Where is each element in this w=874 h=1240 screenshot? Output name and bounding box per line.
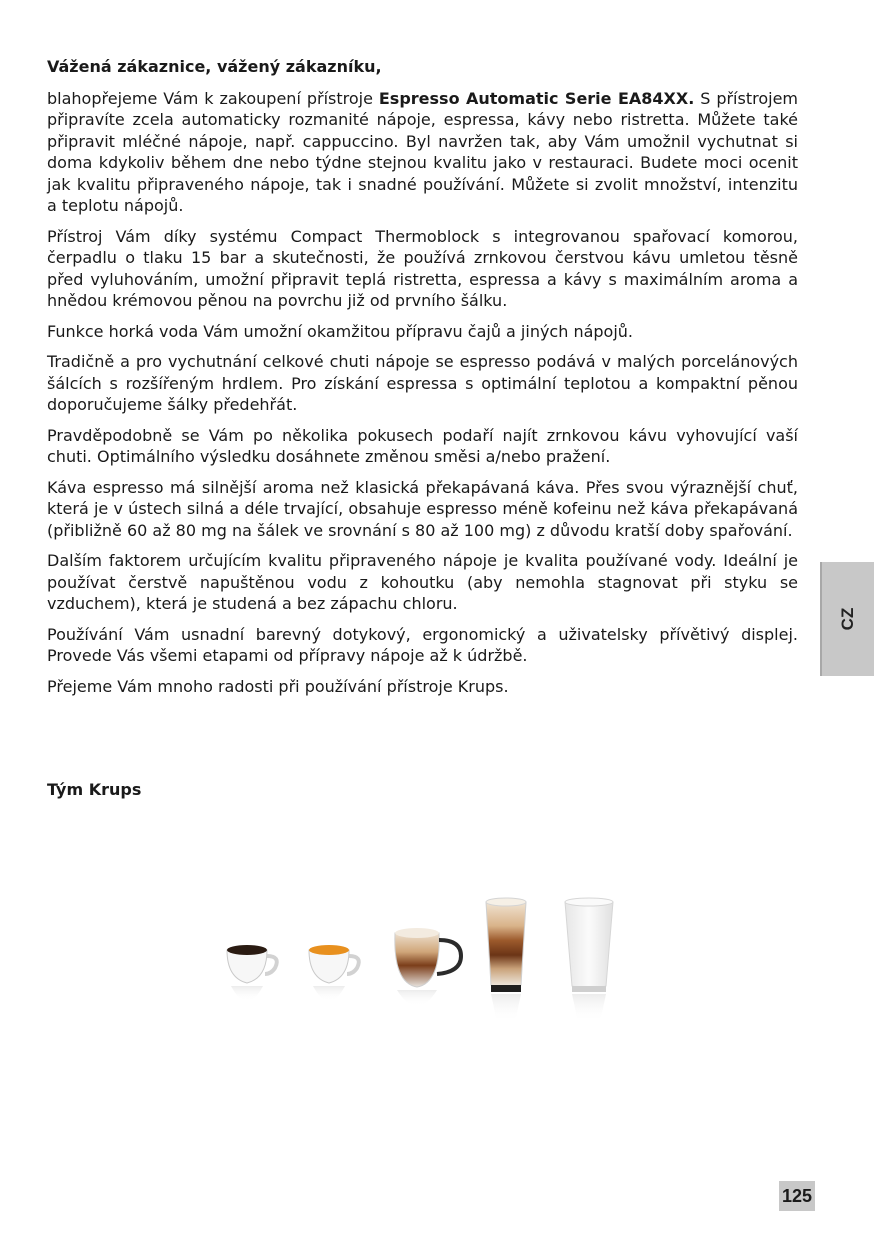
cappuccino-mug-icon [395, 928, 461, 1006]
paragraph-cups: Tradičně a pro vychutnání celkové chuti nápoje se espresso podává v malých porcelánových šálcích s rozšířeným hrdlem. Pro získání espressa s optimální teplotou a kompaktní pěnou doporučujeme šálky předehřát. [47, 352, 798, 414]
intro-paragraph [47, 88, 798, 217]
paragraph-water: Dalším faktorem určujícím kvalitu připraveného nápoje je kvalita používané vody. Ideální je používat čerstvě napuštěnou vodu z kohoutku (aby nemohla stagnovat při styku se vzduchem), která je studená a bez zápachu chloru. [47, 551, 798, 613]
salutation: Vážená zákaznice, vážený zákazníku, [47, 57, 382, 76]
language-tab [820, 562, 874, 676]
empty-glass-icon [565, 898, 613, 1022]
intro-text-start: blahopřejeme Vám k zakoupení přístroje [47, 88, 379, 108]
product-name: Espresso Automatic Serie EA84XX. [378, 88, 695, 108]
paragraph-closing: Přejeme Vám mnoho radosti při používání přístroje Krups. [47, 676, 509, 696]
coffee-drinks-illustration [215, 888, 635, 1028]
intro-text-end: S přístrojem připravíte zcela automaticky rozmanité nápoje, espressa, kávy nebo ristretta. Můžete také připravit mléčné nápoje, např. cappuccino. Byl navržen tak, aby Vám umožnil vychutnat si doma kdykoliv během dne nebo týdne stejnou kvalitu jako v restauraci. Budete moci ocenit jak kvalitu připraveného nápoje, tak i snadné používání. Můžete si zvolit množství, intenzitu a teplotu nápojů. [47, 88, 799, 215]
signature: Tým Krups [47, 780, 142, 799]
paragraph-beans: Pravděpodobně se Vám po několika pokusech podaří najít zrnkovou kávu vyhovující vaší chuti. Optimálního výsledku dosáhnete změnou směsi a/nebo pražení. [47, 425, 798, 466]
paragraph-hot-water: Funkce horká voda Vám umožní okamžitou přípravu čajů a jiných nápojů. [47, 321, 634, 341]
latte-glass-icon [486, 898, 526, 1022]
espresso-cup-icon [227, 945, 277, 1001]
language-tab-label: CZ [838, 607, 857, 631]
paragraph-display: Používání Vám usnadní barevný dotykový, ergonomický a uživatelsky přívětivý displej. Provede Vás všemi etapami od přípravy nápoje až k údržbě. [47, 624, 798, 665]
crema-cup-icon [309, 945, 359, 1001]
page-number: 125 [779, 1181, 815, 1211]
paragraph-caffeine: Káva espresso má silnější aroma než klasická překapávaná káva. Přes svou výraznější chuť, která je v ústech silná a déle trvající, obsahuje espresso méně kofeinu než káva překapávaná (přibližně 60 až 80 mg na šálek ve srovnání s 80 až 100 mg) z důvodu kratší doby spařování. [47, 477, 798, 540]
paragraph-thermoblock: Přístroj Vám díky systému Compact Thermoblock s integrovanou spařovací komorou, čerpadlu o tlaku 15 bar a skutečnosti, že používá zrnkovou čerstvou kávu umletou těsně před vyluhováním, umožní připravit teplá ristretta, espressa a kávy s maximálním aroma a hnědou krémovou pěnou na povrchu již od prvního šálku. [47, 226, 798, 310]
letter-body [47, 56, 798, 706]
